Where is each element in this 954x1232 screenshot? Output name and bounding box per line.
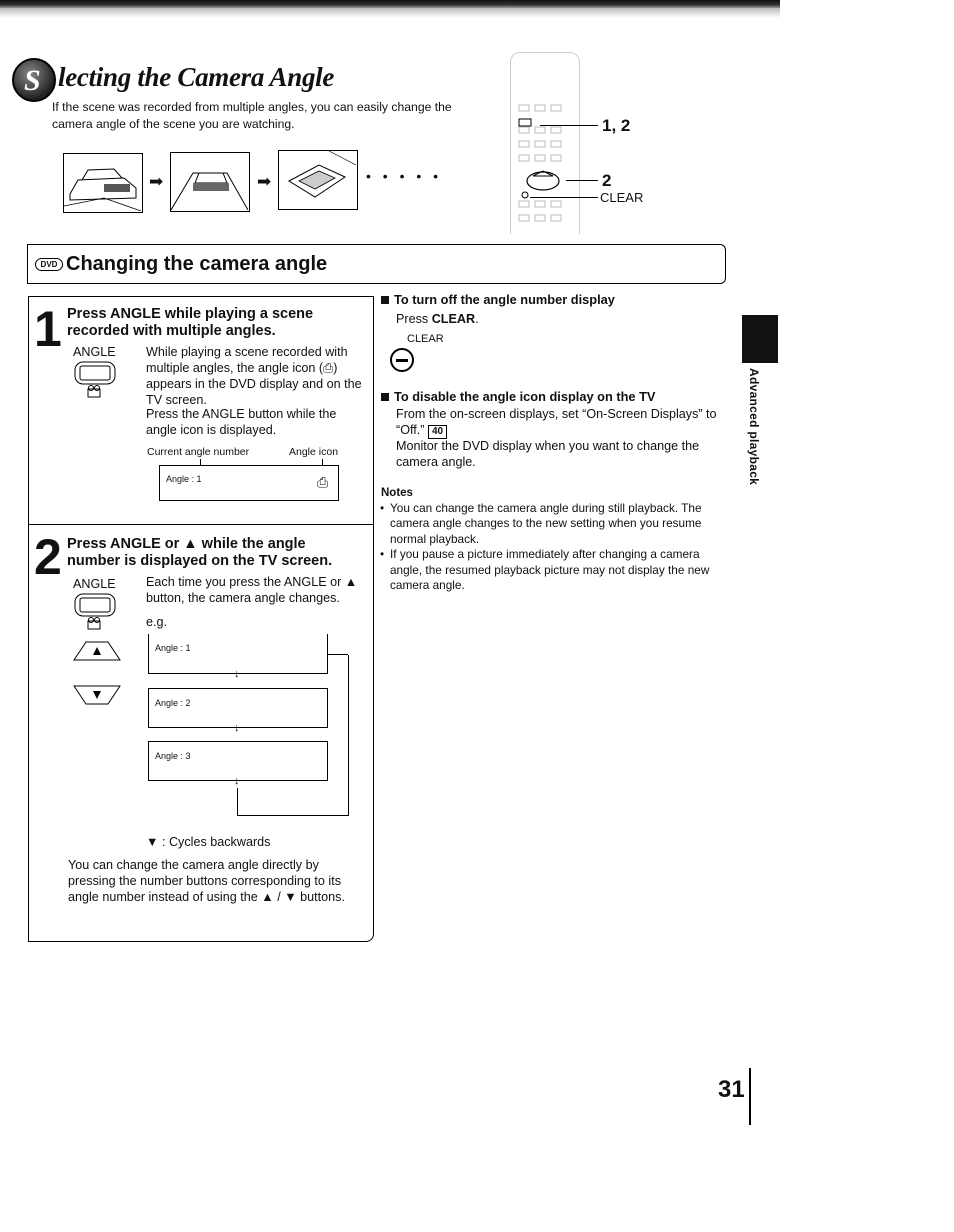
section-title: Changing the camera angle	[66, 253, 328, 275]
car-top-icon	[279, 151, 356, 208]
step-1-angle-label: ANGLE	[73, 345, 116, 359]
callout-current-angle-number: Current angle number	[147, 446, 250, 458]
down-arrow-icon: ↓	[234, 775, 240, 787]
page-number: 31	[718, 1076, 745, 1103]
scene-top-view	[278, 150, 358, 210]
chapter-tab-marker	[742, 315, 778, 363]
turnoff-heading: To turn off the angle number display	[381, 292, 615, 307]
remote-label-clear: CLEAR	[600, 190, 644, 205]
angle-button-icon	[74, 593, 118, 638]
step-1-heading: Press ANGLE while playing a scene recorded with multiple angles.	[67, 306, 314, 339]
angle-icon: ⎙	[323, 361, 334, 375]
disable-heading: To disable the angle icon display on the TV	[381, 389, 655, 404]
remote-callout-line	[566, 180, 598, 181]
page-number-rule	[749, 1068, 751, 1125]
clear-button-label: CLEAR	[407, 333, 444, 345]
intro-text: If the scene was recorded from multiple angles, you can easily change the camera angle of the scene you are watching.	[52, 100, 452, 131]
down-button-icon	[72, 684, 122, 711]
direct-select-note: You can change the camera angle directly by pressing the number buttons corresponding to its angle number instead of using the ▲ / ▼ buttons.	[68, 858, 345, 904]
eg-label: e.g.	[146, 615, 168, 629]
angle-display-text: Angle : 3	[155, 751, 191, 761]
title-badge-icon	[12, 58, 56, 102]
top-bar	[0, 0, 780, 8]
note-item: • If you pause a picture immediately after changing a camera angle, the resumed playback picture may not display the new camera angle.	[380, 547, 730, 593]
step-2-text: Each time you press the ANGLE or ▲ button, the camera angle changes.	[146, 575, 358, 605]
top-bar-fade	[0, 8, 780, 18]
angle-button-icon	[74, 361, 118, 406]
angle-display-text: Angle : 2	[155, 698, 191, 708]
angle-icon: ⎙	[317, 474, 329, 490]
note-item: • You can change the camera angle during still playback. The camera angle changes to the new setting when you resume normal playback.	[380, 501, 730, 547]
step-2-number: 2	[34, 529, 62, 585]
notes-list	[380, 501, 730, 593]
cycle-backwards-note: ▼ : Cycles backwards	[146, 835, 271, 849]
step-2-heading: Press ANGLE or ▲ while the angle number is displayed on the TV screen.	[67, 536, 333, 569]
cycle-loop-line	[237, 788, 349, 816]
step-1-text2: Press the ANGLE button while the angle icon is displayed.	[146, 407, 337, 437]
dvd-badge-icon: DVD	[35, 258, 63, 271]
monitor-text: Monitor the DVD display when you want to change the camera angle.	[396, 439, 700, 469]
down-arrow-icon: ↓	[234, 722, 240, 734]
page-ref-badge: 40	[428, 425, 447, 439]
remote-callout-line	[530, 197, 598, 198]
angle-display-text: Angle : 1	[155, 643, 191, 653]
chapter-tab-label: Advanced playback	[747, 368, 761, 486]
steps-divider	[28, 524, 374, 525]
continuation-dots: • • • • •	[366, 168, 443, 184]
car-rear-icon	[171, 153, 248, 210]
step-1-number: 1	[34, 301, 62, 357]
scene-rear-view	[170, 152, 250, 212]
remote-label-1-2: 1, 2	[602, 116, 631, 135]
arrow-right-icon: ➡	[149, 172, 164, 191]
up-button-icon	[72, 640, 122, 667]
remote-buttons-icon	[511, 53, 581, 235]
turnoff-instruction: Press CLEAR.	[396, 312, 479, 326]
page-title: lecting the Camera Angle	[58, 62, 335, 92]
clear-button-icon	[390, 348, 414, 372]
down-arrow-icon: ↓	[234, 668, 240, 680]
angle-display-text: Angle : 1	[166, 474, 202, 484]
remote-control	[510, 52, 580, 234]
callout-angle-icon: Angle icon	[289, 446, 339, 458]
arrow-right-icon: ➡	[257, 172, 272, 191]
remote-callout-line	[540, 125, 598, 126]
step-1-text1: While playing a scene recorded with multiple angles, the angle icon (⎙) appears in the DVD display and on the TV screen.	[146, 345, 362, 407]
scene-front-view	[63, 153, 143, 213]
remote-label-2: 2	[602, 171, 612, 190]
cycle-loop-arrow	[328, 654, 348, 655]
notes-title: Notes	[381, 487, 413, 499]
disable-text: From the on-screen displays, set “On-Screen Displays” to “Off.” 40	[396, 407, 717, 437]
title-initial: S	[24, 64, 41, 97]
step-2-angle-label: ANGLE	[73, 577, 116, 591]
tv-screen-step1	[159, 465, 339, 501]
car-front-icon	[64, 154, 141, 211]
cycle-loop-line	[348, 655, 349, 789]
